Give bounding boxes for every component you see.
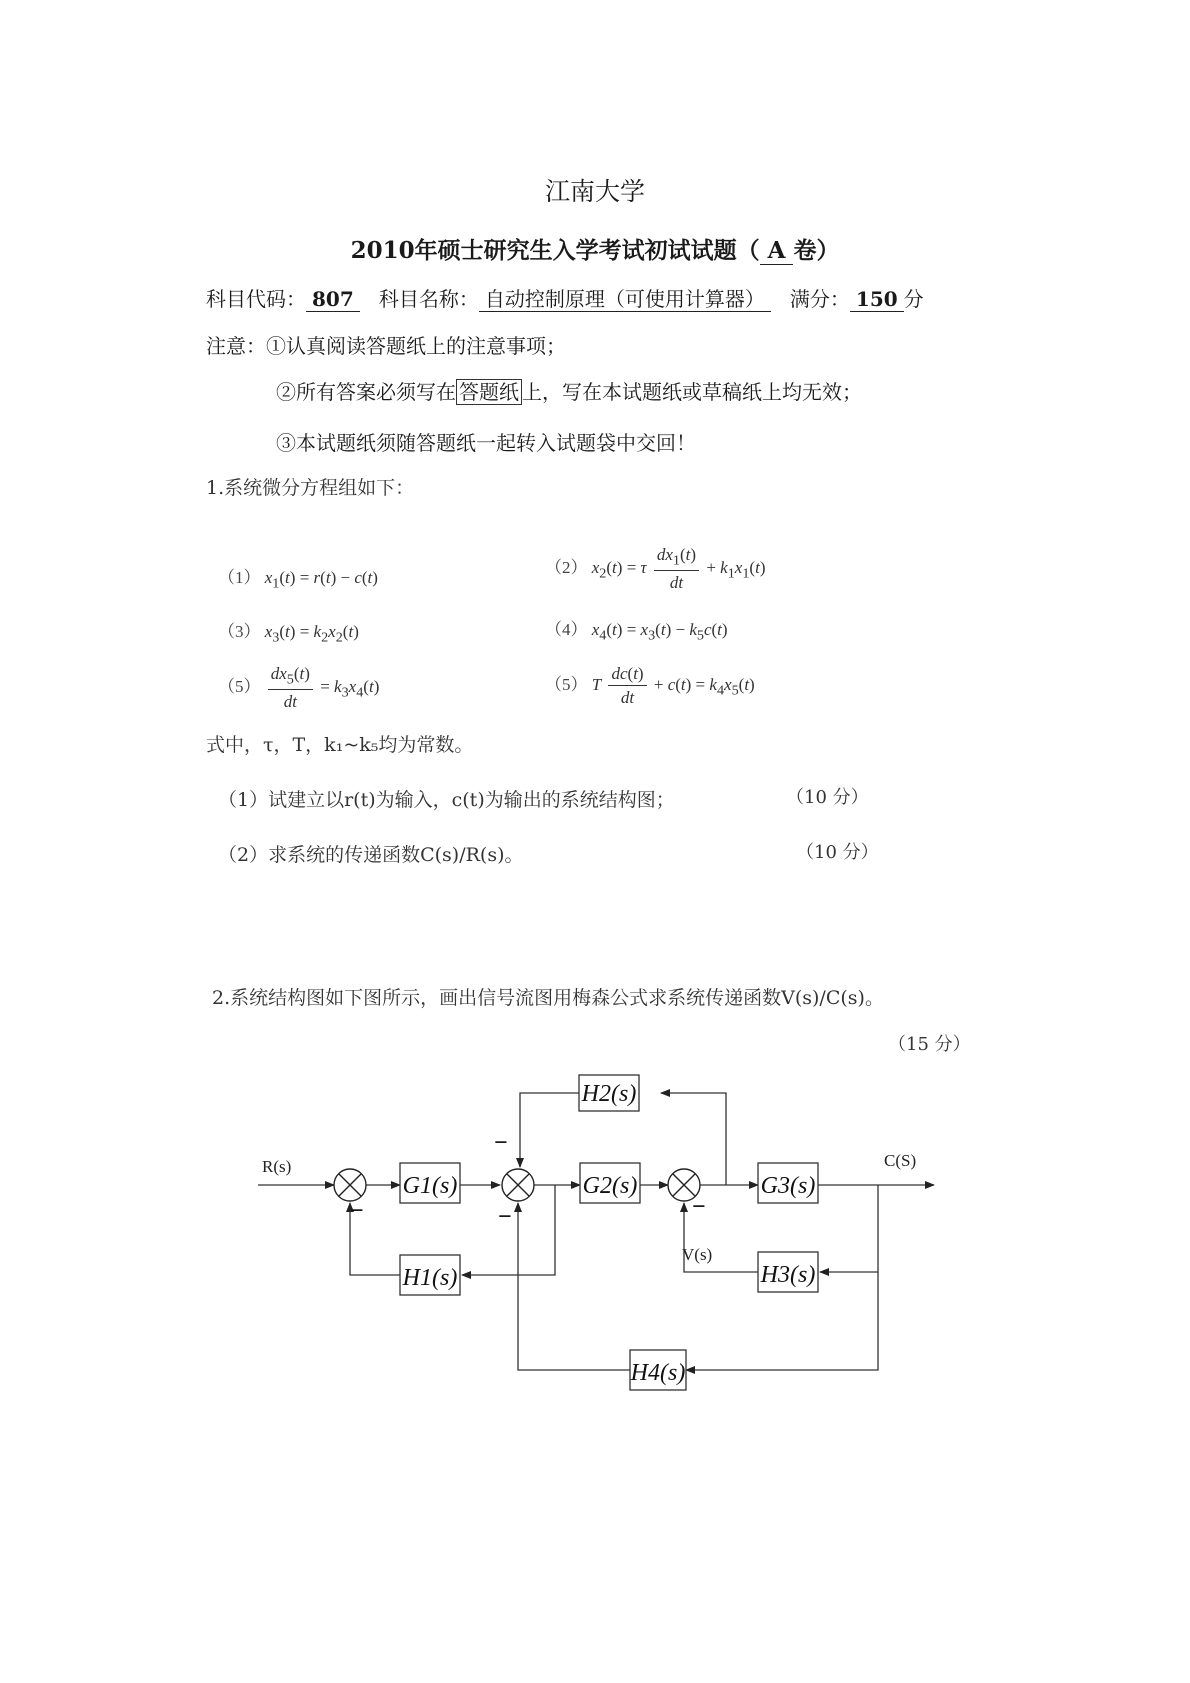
subject-name: 自动控制原理（可使用计算器） <box>479 287 771 312</box>
minus-sign-3: − <box>498 1204 512 1230</box>
subject-code: 807 <box>306 287 360 312</box>
h2-feedback-in <box>661 1093 726 1185</box>
summing-junction-2 <box>502 1169 534 1201</box>
block-h4-label: H4(s) <box>630 1360 686 1386</box>
input-label: R(s) <box>262 1157 292 1176</box>
h4-feedback-out <box>518 1203 630 1370</box>
block-h1-label: H1(s) <box>402 1265 458 1291</box>
subject-name-label: 科目名称： <box>378 287 479 311</box>
block-g1-label: G1(s) <box>402 1173 458 1199</box>
university-name: 江南大学 <box>544 177 645 206</box>
q1-eq5-number: （5） <box>218 677 261 697</box>
q1-eq1-number: （1） <box>218 568 261 587</box>
summing-junction-1 <box>334 1169 366 1201</box>
q2-stem: 2.系统结构图如下图所示，画出信号流图用梅森公式求系统传递函数V(s)/C(s)。 <box>212 987 884 1009</box>
q2-points: （15 分） <box>888 1034 971 1055</box>
note-2-pre: ②所有答案必须写在 <box>276 380 456 404</box>
q1-constants-note: 式中，τ，T，k₁~k₅均为常数。 <box>206 734 474 756</box>
q1-sub2-points: （10 分） <box>796 842 879 863</box>
v-signal-label: V(s) <box>682 1245 713 1264</box>
note-2-post: 上，写在本试题纸或草稿纸上均无效； <box>522 380 862 404</box>
q1-sub2: （2）求系统的传递函数C(s)/R(s)。 <box>218 844 524 866</box>
minus-sign-2: − <box>494 1130 508 1156</box>
note-2-boxed: 答题纸 <box>456 379 522 405</box>
q1-eq5: （5） $\frac{dx_5(t)}{dt}$ = $k_3x_4(t)$ <box>218 664 380 712</box>
h3-feedback-in <box>820 1185 878 1272</box>
note-1-text: ①认真阅读答题纸上的注意事项； <box>266 334 566 358</box>
note-3: ③本试题纸须随答题纸一起转入试题袋中交回！ <box>276 431 696 455</box>
score-unit: 分 <box>903 287 924 311</box>
block-h3-label: H3(s) <box>760 1262 816 1288</box>
exam-title-suffix: 卷） <box>793 237 840 264</box>
full-score: 150 <box>850 287 904 312</box>
q1-eq2: （2） $x_2(t) = \tau$ $\frac{dx_1(t)}{dt}$ + $k_1x_1(t)$ <box>545 545 766 593</box>
minus-sign-1: − <box>350 1198 364 1224</box>
subject-code-label: 科目代码： <box>206 287 306 311</box>
q1-sub1: （1）试建立以r(t)为输入，c(t)为输出的系统结构图； <box>218 789 675 811</box>
q1-eq1: （1） $x_1(t) = r(t) - c(t)$ <box>218 568 378 592</box>
block-h2-label: H2(s) <box>581 1081 637 1107</box>
minus-sign-4: − <box>692 1194 706 1220</box>
output-label: C(S) <box>884 1151 917 1170</box>
q1-eq3-number: （3） <box>218 622 261 641</box>
score-label: 满分： <box>789 287 850 311</box>
paper-letter: A <box>760 237 794 265</box>
q1-eq6-number: （5） <box>545 674 588 694</box>
q1-eq2-number: （2） <box>545 558 588 578</box>
q1-eq4: （4） $x_4(t) = x_3(t) - k_5c(t)$ <box>545 620 728 644</box>
q1-stem: 1.系统微分方程组如下： <box>206 477 415 499</box>
block-g2-label: G2(s) <box>582 1173 638 1199</box>
note-label: 注意： <box>206 334 266 358</box>
exam-title-prefix: 2010年硕士研究生入学考试初试试题（ <box>350 237 760 264</box>
block-g3-label: G3(s) <box>760 1173 816 1199</box>
q1-eq3: （3） $x_3(t) = k_2x_2(t)$ <box>218 622 359 646</box>
h2-feedback-out <box>520 1093 579 1167</box>
q1-sub1-points: （10 分） <box>786 787 869 808</box>
q1-eq4-number: （4） <box>545 620 588 639</box>
q1-eq6: （5） T $\frac{dc(t)}{dt}$ + $c(t) = k_4x_5(t)$ <box>545 664 755 707</box>
